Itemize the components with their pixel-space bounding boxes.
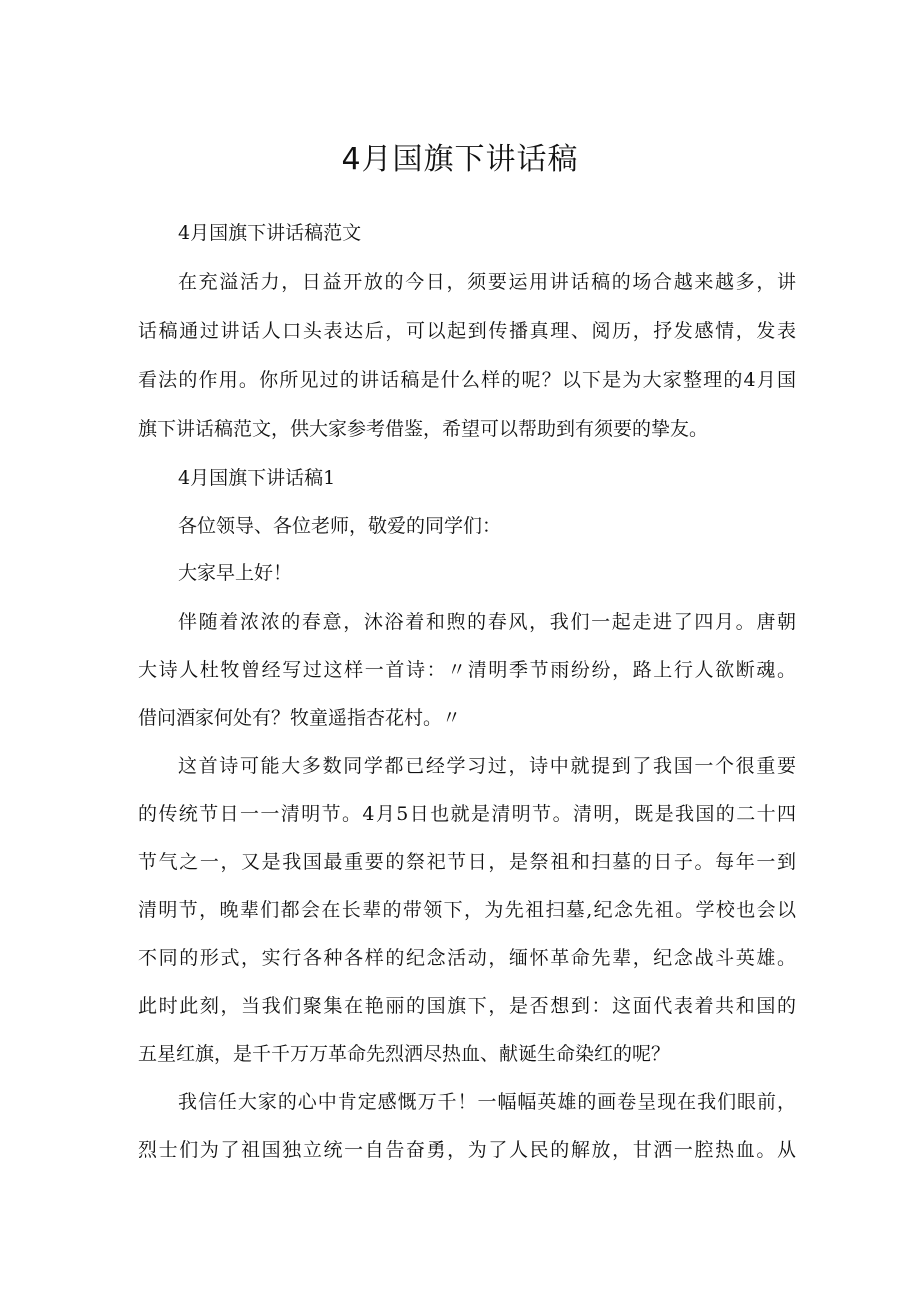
subtitle: 4月国旗下讲话稿范文 [178,222,362,244]
paragraph-line: 我信任大家的心中肯定感慨万千！一幅幅英雄的画卷呈现在我们眼前， [178,1091,796,1113]
paragraph-line: 五星红旗，是千千万万革命先烈洒尽热血、献诞生命染红的呢？ [138,1043,671,1065]
paragraph-line: 借问酒家何处有？牧童遥指杏花村。〃 [138,707,462,729]
greeting: 大家早上好！ [178,562,293,584]
salutation: 各位领导、各位老师，敬爱的同学们： [178,515,502,537]
paragraph-line: 这首诗可能大多数同学都已经学习过，诗中就提到了我国一个很重要 [178,755,796,777]
paragraph-line: 伴随着浓浓的春意，沐浴着和煦的春风，我们一起走进了四月。唐朝 [178,611,796,633]
paragraph-line: 清明节，晚辈们都会在长辈的带领下，为先祖扫墓,纪念先祖。学校也会以 [138,899,796,921]
intro-line: 话稿通过讲话人口头表达后，可以起到传播真理、阅历，抒发感情，发表 [138,320,796,342]
paragraph-line: 烈士们为了祖国独立统一自告奋勇，为了人民的解放，甘洒一腔热血。从 [138,1139,796,1161]
intro-line: 在充溢活力，日益开放的今日，须要运用讲话稿的场合越来越多，讲 [178,271,796,293]
paragraph-line: 的传统节日一一清明节。4月5日也就是清明节。清明，既是我国的二十四 [138,803,796,825]
intro-line: 旗下讲话稿范文，供大家参考借鉴，希望可以帮助到有须要的挚友。 [138,418,709,440]
section-title: 4月国旗下讲话稿1 [178,467,336,489]
intro-line: 看法的作用。你所见过的讲话稿是什么样的呢？以下是为大家整理的4月国 [138,369,796,391]
document-title: 4月国旗下讲话稿 [341,142,579,177]
paragraph-line: 此时此刻，当我们聚集在艳丽的国旗下，是否想到：这面代表着共和国的 [138,995,796,1017]
paragraph-line: 大诗人杜牧曾经写过这样一首诗：〃清明季节雨纷纷，路上行人欲断魂。 [138,659,796,681]
paragraph-line: 不同的形式，实行各种各样的纪念活动，缅怀革命先辈，纪念战斗英雄。 [138,947,796,969]
paragraph-line: 节气之一，又是我国最重要的祭祀节日，是祭祖和扫墓的日子。每年一到 [138,851,796,873]
